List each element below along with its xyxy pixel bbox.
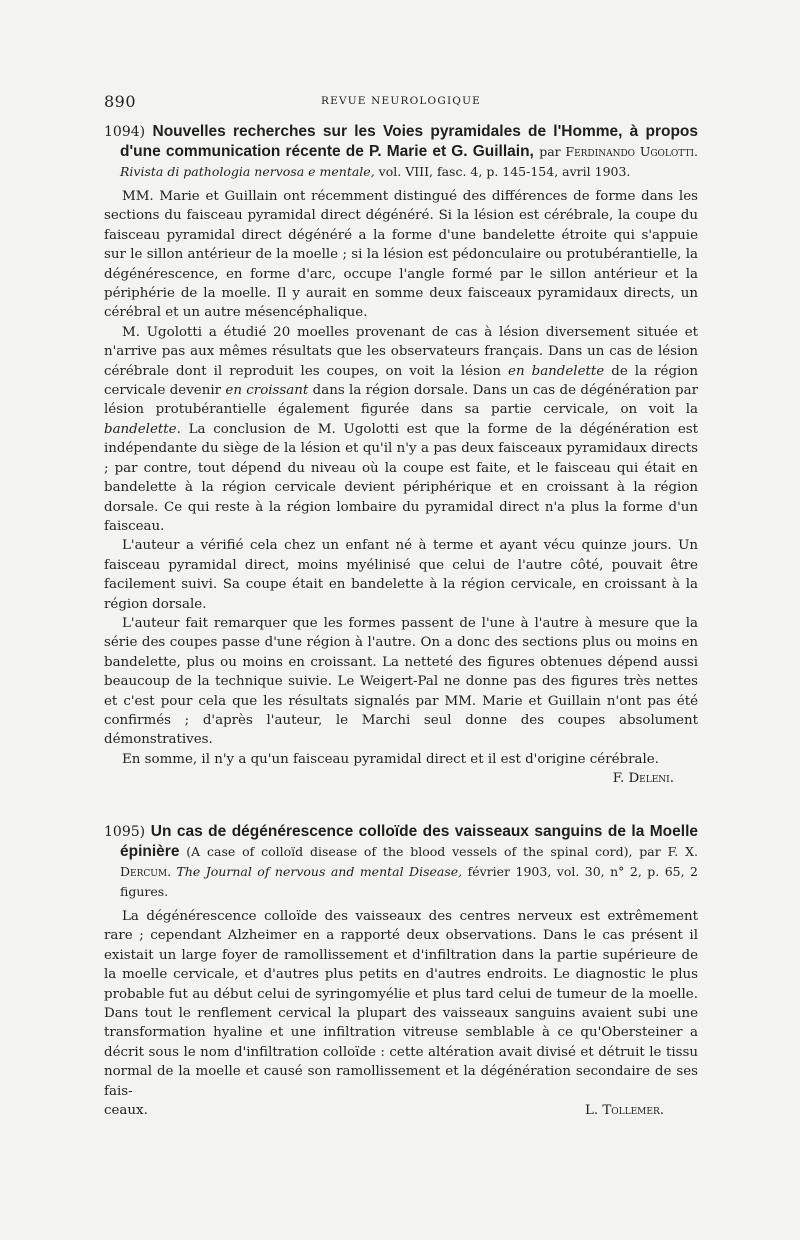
page-number: 890 — [104, 92, 137, 111]
by-text: par — [539, 144, 566, 159]
paragraph — [104, 323, 698, 536]
paragraph: L'auteur fait remarquer que les formes passent de l'une à l'autre à mesure que la série des coupes passe d'une région à l'autre. On a donc des sections plus ou moins en bandelette, plus ou moins en croissant. La netteté des figures obtenues dépend aussi beaucoup de la technique suivie. Le Weigert-Pal ne donne pas des figures très nettes et c'est pour cela que les résultats signalés par MM. Marie et Guillain n'ont pas été confirmés ; d'après l'auteur, le Marchi seul donne des coupes absolument démonstratives. — [104, 615, 698, 748]
article-title: Nouvelles recherches sur les Voies pyramidales de l'Homme, à propos d'une communication récente de P. Marie et G. Guillain, — [120, 123, 699, 160]
emphasis: bandelette — [104, 421, 177, 437]
signature — [104, 769, 698, 788]
citation: vol. VIII, fasc. 4, p. 145-154, avril 1903. — [374, 164, 631, 179]
article-1095 — [104, 822, 698, 1120]
article-heading — [104, 822, 698, 902]
journal-name: The Journal of nervous and mental Disease, — [176, 864, 463, 879]
signature-name: L. Tollemer. — [584, 1103, 664, 1119]
text-run: M. Ugolotti a étudié 20 moelles provenant de cas à lésion diversement située et n'arrive pas aux mêmes résultats que les observateurs français. Dans un cas de lésion cérébrale dont il reproduit les coupes, on voit la lésion — [104, 324, 698, 379]
author-name: F. X. Dercum — [120, 844, 698, 879]
article-reference — [120, 844, 698, 899]
text-run: . La conclusion de M. Ugolotti est que la forme de la dégénération est indépendante du siège de la lésion et qu'il n'y a pas deux faisceaux pyramidaux directs ; par contre, tout dépend du niveau où la coupe est faite, et le faisceau qui était en bandelette à la région cervicale devient périphérique et en croissant à la région dorsale. Ce qui reste à la région lombaire du pyramidal direct n'a plus la forme d'un faisceau. — [104, 421, 698, 534]
running-head — [104, 92, 698, 112]
paragraph: L'auteur a vérifié cela chez un enfant né à terme et ayant vécu quinze jours. Un faisceau pyramidal direct, moins myélinisé que celui de l'autre côté, pouvait être facilement suivi. Sa coupe était en bandelette à la région cervicale, en croissant à la région dorsale. — [104, 538, 698, 612]
separator: . — [167, 864, 177, 879]
text-run: de la région cervicale devenir — [104, 363, 698, 399]
paragraph: En somme, il n'y a qu'un faisceau pyramidal direct et il est d'origine cérébrale. — [122, 751, 659, 767]
article-1094 — [104, 122, 698, 789]
article-heading — [104, 122, 698, 182]
emphasis: en croissant — [225, 383, 309, 399]
emphasis: en bandelette — [508, 363, 605, 379]
article-number: 1095) — [104, 824, 146, 840]
journal-title: REVUE NEUROLOGIQUE — [320, 95, 482, 107]
separator: . — [694, 144, 698, 159]
journal-name: Rivista di pathologia nervosa e mentale, — [120, 164, 375, 179]
subtitle: (A case of colloïd disease of the blood vessels of the spinal cord), par — [179, 844, 668, 859]
author-name: Ferdinando Ugolotti — [565, 144, 695, 159]
article-body — [104, 187, 698, 789]
signature-name: F. Deleni. — [612, 771, 674, 787]
article-body — [104, 907, 698, 1120]
article-title: Un cas de dégénérescence colloïde des vaisseaux sanguins de la Moelle épinière — [120, 823, 698, 860]
citation: février 1903, vol. 30, n° 2, p. 65, 2 figures. — [120, 864, 699, 899]
paragraph: La dégénérescence colloïde des vaisseaux des centres nerveux est extrêmement rare ; cependant Alzheimer en a rapporté deux observations. Dans le cas présent il existait un large foyer de ramollissement et d'infiltration dans la partie supérieure de la moelle cervicale, et d'autres plus petits en d'autres endroits. Le diagnostic le plus probable fut au début celui de syringomyélie et plus tard celui de tumeur de la moelle. Dans tout le renflement cervical la plupart des vaisseaux sanguins avaient subi une transformation hyaline et une infiltration vitreuse semblable à ce qu'Obersteiner a décrit sous le nom d'infiltration colloïde : cette altération avait divisé et détruit le tissu normal de la moelle et causé son ramollissement et la dégénération secondaire de ses fais- — [104, 909, 698, 1099]
paragraph: MM. Marie et Guillain ont récemment distingué des différences de forme dans les sections du faisceau pyramidal direct dégénéré. Si la lésion est cérébrale, la coupe du faisceau pyramidal direct dégénéré a la forme d'une bandelette étroite qui s'appuie sur le sillon antérieur de la moelle ; si la lésion est pédonculaire ou protubérantielle, la dégénérescence, en forme d'arc, occupe l'angle formé par le sillon antérieur et la périphérie de la moelle. Il y aurait en somme deux faisceaux pyramidaux directs, un cérébral et un autre mésencéphalique. — [104, 189, 698, 321]
text-run: ceaux. — [104, 1103, 148, 1119]
last-line — [104, 1101, 698, 1120]
article-number: 1094) — [104, 124, 146, 140]
text-run: dans la région dorsale. Dans un cas de dégénération par lésion protubérantielle également figurée dans sa partie cervicale, on voit la — [104, 383, 698, 418]
